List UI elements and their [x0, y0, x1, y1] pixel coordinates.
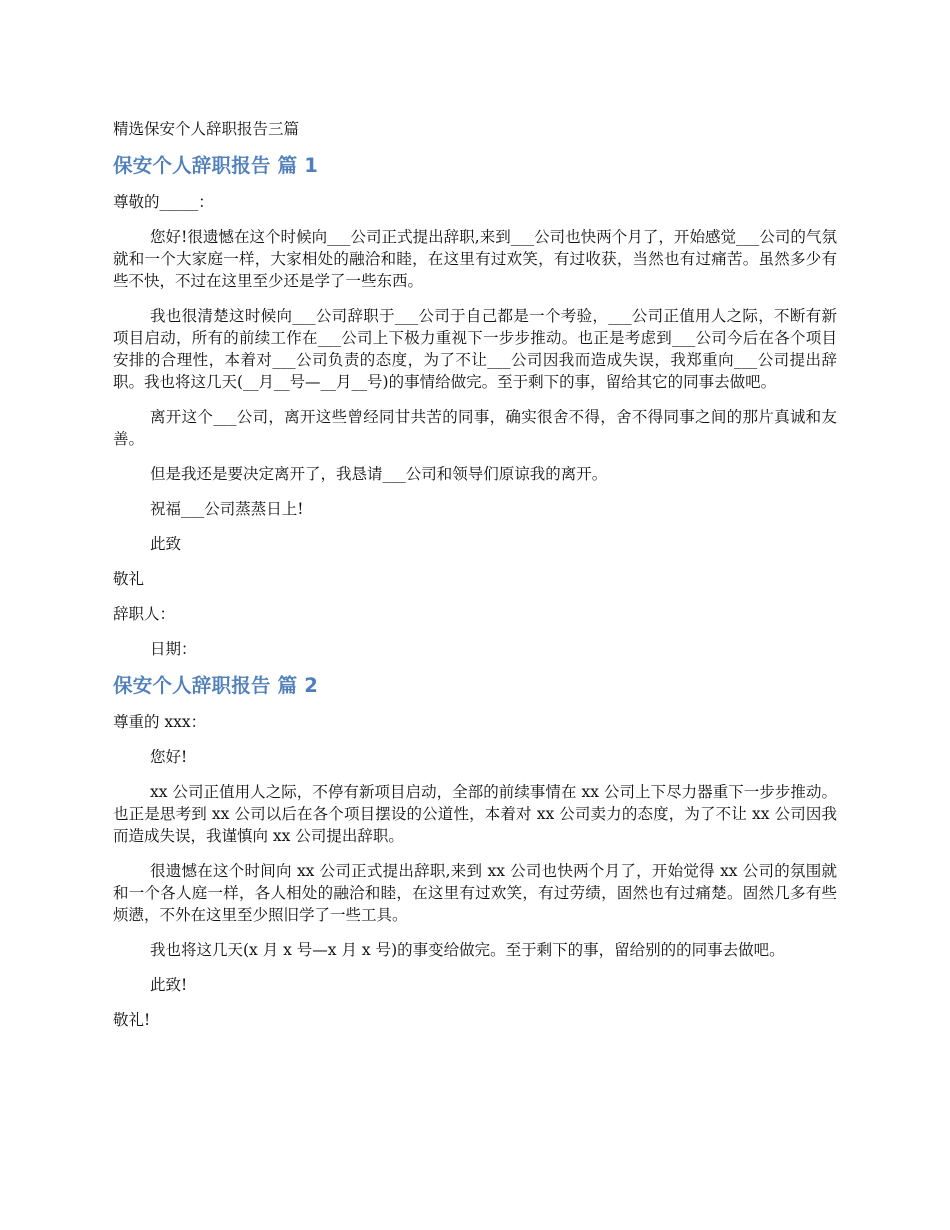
greeting: 您好! — [150, 748, 188, 766]
closing-phrase: 此致! — [150, 976, 188, 994]
body-paragraph: 离开这个___公司，离开这些曾经同甘共苦的同事，确实很舍不得，舍不得同事之间的那片真诚和友善。 — [113, 408, 837, 448]
section-2 — [113, 673, 837, 1031]
body-paragraph: 很遗憾在这个时间向 xx 公司正式提出辞职,来到 xx 公司也快两个月了，开始觉得 xx 公司的氛围就和一个各人庭一样，各人相处的融洽和睦，在这里有过欢笑，有过劳绩，固然也有过痛楚。固然几多有些烦懑，不外在这里至少照旧学了一些工具。 — [113, 862, 837, 924]
document-page — [113, 118, 837, 1044]
body-paragraph: xx 公司正值用人之际，不停有新项目启动，全部的前续事情在 xx 公司上下尽力器重下一步步推动。也正是思考到 xx 公司以后在各个项目摆设的公道性，本着对 xx 公司卖力的态度，为了不让 xx 公司因我而造成失误，我谨慎向 xx 公司提出辞职。 — [113, 783, 837, 845]
document-title: 精选保安个人辞职报告三篇 — [113, 120, 300, 138]
date-label: 日期： — [150, 640, 197, 658]
body-paragraph: 但是我还是要决定离开了，我恳请___公司和领导们原谅我的离开。 — [150, 465, 608, 483]
section-heading: 保安个人辞职报告 篇 2 — [113, 674, 319, 697]
closing-salute: 敬礼! — [113, 1011, 151, 1029]
body-paragraph: 我也很清楚这时候向___公司辞职于___公司于自己都是一个考验，___公司正值用人之际，不断有新项目启动，所有的前续工作在___公司上下极力重视下一步步推动。也正是考虑到___公司今后在各个项目安排的合理性，本着对___公司负责的态度，为了不让___公司因我而造成失误，我郑重向___公司提出辞职。我也将这几天(__月__号—__月__号)的事情给做完。至于剩下的事，留给其它的同事去做吧。 — [113, 307, 837, 391]
body-paragraph: 祝福___公司蒸蒸日上! — [150, 500, 304, 518]
signer-label: 辞职人： — [113, 605, 176, 623]
closing-salute: 敬礼 — [113, 570, 145, 588]
body-paragraph: 我也将这几天(x 月 x 号—x 月 x 号)的事变给做完。至于剩下的事，留给别的的同事去做吧。 — [150, 941, 785, 959]
salutation: 尊重的 xxx： — [113, 713, 207, 731]
closing-phrase: 此致 — [150, 535, 182, 553]
section-heading: 保安个人辞职报告 篇 1 — [113, 154, 319, 177]
body-paragraph: 您好!很遗憾在这个时候向___公司正式提出辞职,来到___公司也快两个月了，开始感觉___公司的气氛就和一个大家庭一样，大家相处的融洽和睦，在这里有过欢笑，有过收获，当然也有过痛苦。虽然多少有些不快，不过在这里至少还是学了一些东西。 — [113, 228, 837, 290]
section-1 — [113, 153, 837, 660]
salutation: 尊敬的_____： — [113, 193, 214, 211]
